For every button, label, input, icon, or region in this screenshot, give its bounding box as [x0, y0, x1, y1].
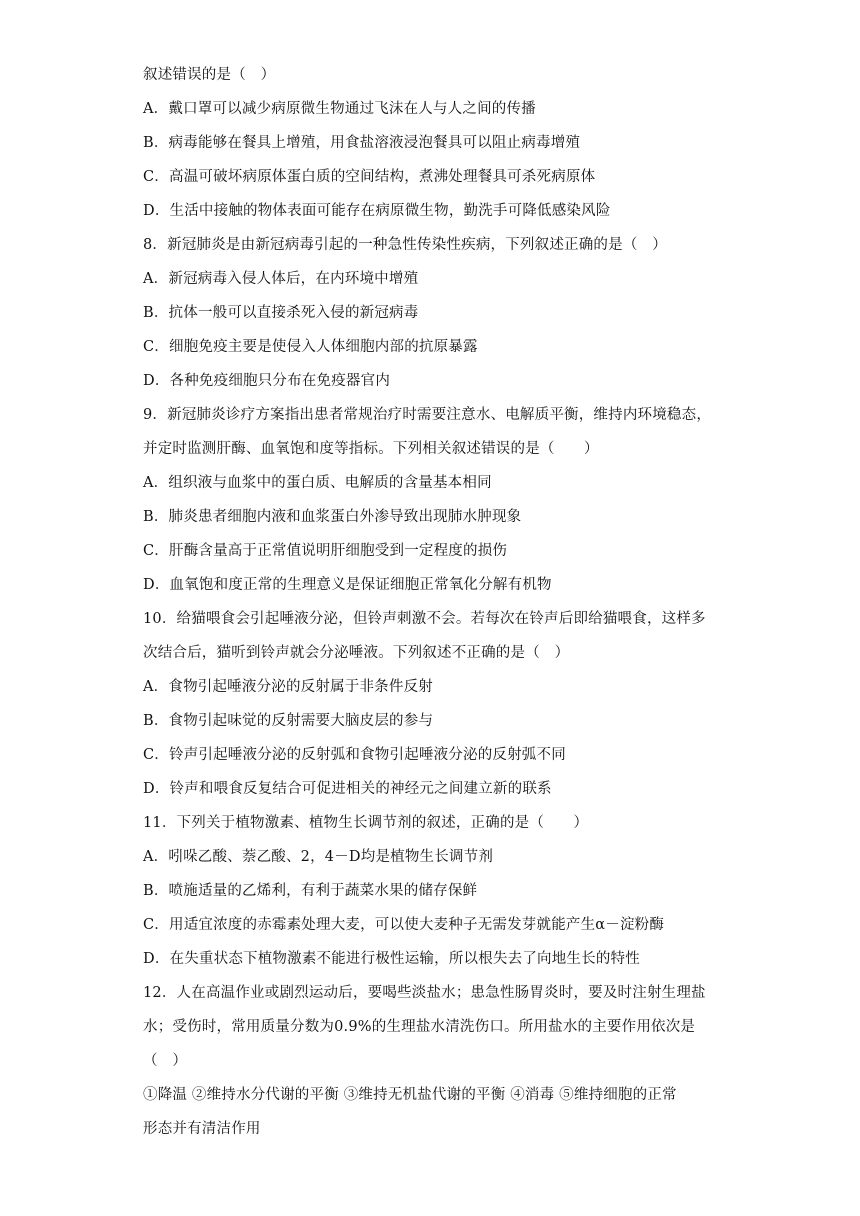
q12-choices-line-2: 形态并有清洁作用: [143, 1121, 261, 1137]
exam-page: [143, 58, 723, 1146]
q10-option-b: B．食物引起味觉的反射需要大脑皮层的参与: [143, 713, 434, 729]
question-10-stem-line-1: 10．给猫喂食会引起唾液分泌，但铃声刺激不会。若每次在铃声后即给猫喂食，这样多: [143, 611, 706, 627]
q9-option-b: B．肺炎患者细胞内液和血浆蛋白外渗导致出现肺水肿现象: [143, 509, 522, 525]
q12-choices-line-1: ①降温 ②维持水分代谢的平衡 ③维持无机盐代谢的平衡 ④消毒 ⑤维持细胞的正常: [143, 1087, 677, 1103]
question-7-stem-end: 叙述错误的是（ ）: [143, 67, 276, 83]
q10-option-c: C．铃声引起唾液分泌的反射弧和食物引起唾液分泌的反射弧不同: [143, 747, 566, 763]
question-9-stem-line-2: 并定时监测肝酶、血氧饱和度等指标。下列相关叙述错误的是（ ）: [143, 441, 599, 457]
q11-option-d: D．在失重状态下植物激素不能进行极性运输，所以根失去了向地生长的特性: [143, 951, 640, 967]
q8-option-d: D．各种免疫细胞只分布在免疫器官内: [143, 373, 391, 389]
q7-option-b: B．病毒能够在餐具上增殖，用食盐溶液浸泡餐具可以阻止病毒增殖: [143, 135, 581, 151]
q10-option-a: A．食物引起唾液分泌的反射属于非条件反射: [143, 679, 433, 695]
question-10-stem-line-2: 次结合后，猫听到铃声就会分泌唾液。下列叙述不正确的是（ ）: [143, 645, 570, 661]
q10-option-d: D．铃声和喂食反复结合可促进相关的神经元之间建立新的联系: [143, 781, 552, 797]
q9-option-d: D．血氧饱和度正常的生理意义是保证细胞正常氧化分解有机物: [143, 577, 552, 593]
q11-option-c: C．用适宜浓度的赤霉素处理大麦，可以使大麦种子无需发芽就能产生α－淀粉酶: [143, 917, 665, 933]
q8-option-c: C．细胞免疫主要是使侵入人体细胞内部的抗原暴露: [143, 339, 478, 355]
question-12-stem-line-1: 12．人在高温作业或剧烈运动后，要喝些淡盐水；患急性肠胃炎时，要及时注射生理盐: [143, 985, 706, 1001]
q8-option-a: A．新冠病毒入侵人体后，在内环境中增殖: [143, 271, 419, 287]
q8-option-b: B．抗体一般可以直接杀死入侵的新冠病毒: [143, 305, 419, 321]
q7-option-c: C．高温可破坏病原体蛋白质的空间结构，煮沸处理餐具可杀死病原体: [143, 169, 596, 185]
q11-option-b: B．喷施适量的乙烯利，有利于蔬菜水果的储存保鲜: [143, 883, 478, 899]
q9-option-c: C．肝酶含量高于正常值说明肝细胞受到一定程度的损伤: [143, 543, 508, 559]
q7-option-d: D．生活中接触的物体表面可能存在病原微生物，勤洗手可降低感染风险: [143, 203, 611, 219]
q7-option-a: A．戴口罩可以减少病原微生物通过飞沫在人与人之间的传播: [143, 101, 536, 117]
q9-option-a: A．组织液与血浆中的蛋白质、电解质的含量基本相同: [143, 475, 492, 491]
q11-option-a: A．吲哚乙酸、萘乙酸、2，4－D均是植物生长调节剂: [143, 849, 494, 865]
question-8-stem: 8．新冠肺炎是由新冠病毒引起的一种急性传染性疾病，下列叙述正确的是（ ）: [143, 237, 667, 253]
question-11-stem: 11．下列关于植物激素、植物生长调节剂的叙述，正确的是（ ）: [143, 815, 589, 831]
question-9-stem-line-1: 9．新冠肺炎诊疗方案指出患者常规治疗时需要注意水、电解质平衡，维持内环境稳态，: [143, 407, 712, 423]
question-12-stem-line-2: 水；受伤时，常用质量分数为0.9%的生理盐水清洗伤口。所用盐水的主要作用依次是: [143, 1019, 696, 1035]
question-12-stem-line-3: （ ）: [143, 1053, 188, 1069]
